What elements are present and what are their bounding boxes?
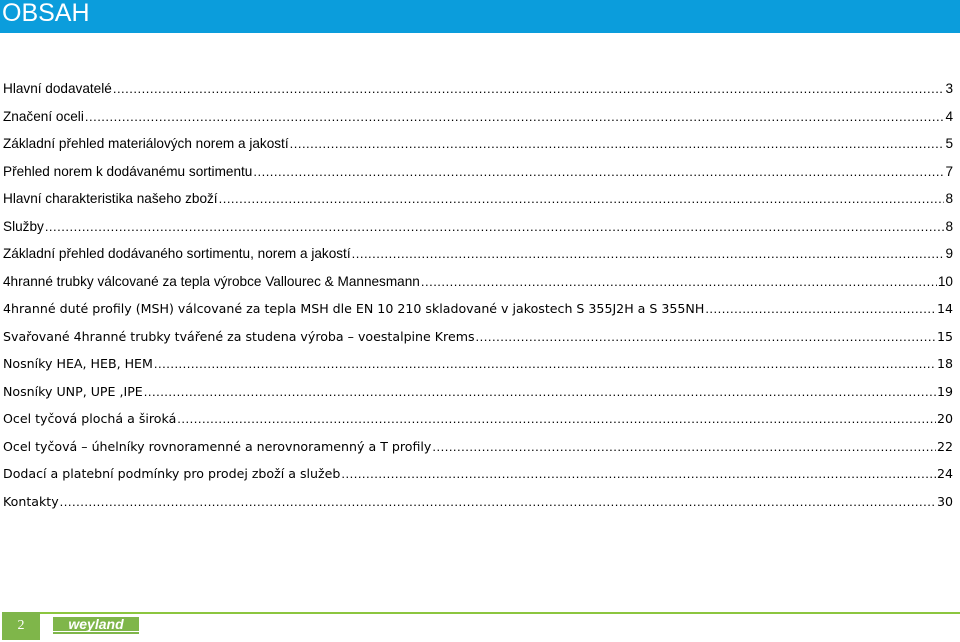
toc-entry[interactable] <box>3 463 953 491</box>
toc-dot-leader <box>476 326 936 347</box>
toc-entry-page: 24 <box>936 466 953 481</box>
toc-entry-page: 30 <box>936 493 953 509</box>
toc-entry-title: Základní přehled materiálových norem a jakostí <box>3 136 289 151</box>
toc-entry[interactable] <box>3 133 953 161</box>
weyland-logo <box>53 614 139 636</box>
toc-entry-page: 10 <box>937 273 953 289</box>
toc-dot-leader <box>421 271 937 292</box>
toc-entry-title: Nosníky UNP, UPE ,IPE <box>3 383 143 399</box>
toc-entry-page: 5 <box>945 136 953 151</box>
toc-entry[interactable] <box>3 271 953 299</box>
toc-entry[interactable] <box>3 106 953 134</box>
toc-entry-title: Přehled norem k dodávanému sortimentu <box>3 163 253 179</box>
toc-entry-title: Dodací a platební podmínky pro prodej zboží a služeb <box>3 466 341 481</box>
toc-entry-title: Kontakty <box>3 493 59 509</box>
toc-dot-leader <box>352 243 945 264</box>
toc-entry[interactable] <box>3 381 953 409</box>
toc-entry-page: 19 <box>936 383 953 399</box>
toc-dot-leader <box>113 78 945 99</box>
toc-entry-title: 4hranné trubky válcované za tepla výrobce Vallourec & Mannesmann <box>3 273 420 289</box>
toc-entry-title: Ocel tyčová – úhelníky rovnoramenné a nerovnoramenný a T profily <box>3 438 432 454</box>
toc-entry-page: 4 <box>945 108 953 124</box>
toc-entry[interactable] <box>3 353 953 381</box>
toc-entry[interactable] <box>3 216 953 244</box>
toc-entry[interactable] <box>3 408 953 436</box>
toc-entry-page: 14 <box>936 301 953 316</box>
toc-entry-page: 8 <box>945 191 953 206</box>
toc-entry-title: Svařované 4hranné trubky tvářené za studena výroba – voestalpine Krems <box>3 328 475 344</box>
toc-dot-leader <box>85 106 945 127</box>
toc-entry-title: Základní přehled dodávaného sortimentu, norem a jakostí <box>3 246 351 261</box>
toc-entry[interactable] <box>3 326 953 354</box>
toc-entry-title: Služby <box>3 218 44 234</box>
toc-entry-title: Značení oceli <box>3 108 84 124</box>
toc-dot-leader <box>290 133 945 154</box>
toc-dot-leader <box>154 353 936 374</box>
toc-entry[interactable] <box>3 188 953 216</box>
footer-divider <box>40 612 960 614</box>
toc-entry-page: 8 <box>945 218 953 234</box>
toc-entry-title: Ocel tyčová plochá a široká <box>3 411 177 426</box>
toc-entry-page: 3 <box>945 81 953 96</box>
toc-entry-page: 7 <box>945 163 953 179</box>
logo-text: weyland <box>68 616 124 632</box>
toc-dot-leader <box>705 298 936 319</box>
toc-entry-page: 15 <box>936 328 953 344</box>
page-title: OBSAH <box>2 0 90 27</box>
toc-dot-leader <box>432 436 936 457</box>
toc-entry[interactable] <box>3 161 953 189</box>
toc-entry[interactable] <box>3 436 953 464</box>
table-of-contents <box>3 78 953 518</box>
toc-entry-page: 18 <box>936 356 953 371</box>
toc-entry-title: 4hranné duté profily (MSH) válcované za tepla MSH dle EN 10 210 skladované v jakostech S 355J2H a S 355NH <box>3 301 705 316</box>
toc-dot-leader <box>219 188 945 209</box>
toc-entry-title: Hlavní charakteristika našeho zboží <box>3 191 218 206</box>
toc-entry[interactable] <box>3 243 953 271</box>
toc-dot-leader <box>144 381 936 402</box>
toc-dot-leader <box>253 161 944 182</box>
toc-dot-leader <box>341 463 936 484</box>
toc-entry[interactable] <box>3 491 953 519</box>
page-header <box>0 0 960 33</box>
toc-entry-title: Hlavní dodavatelé <box>3 81 112 96</box>
toc-entry[interactable] <box>3 298 953 326</box>
page-number: 2 <box>2 612 40 640</box>
toc-entry-page: 22 <box>936 438 953 454</box>
toc-entry[interactable] <box>3 78 953 106</box>
toc-dot-leader <box>60 491 936 512</box>
toc-entry-title: Nosníky HEA, HEB, HEM <box>3 356 153 371</box>
toc-dot-leader <box>45 216 945 237</box>
toc-entry-page: 9 <box>945 246 953 261</box>
toc-entry-page: 20 <box>936 411 953 426</box>
toc-dot-leader <box>177 408 936 429</box>
